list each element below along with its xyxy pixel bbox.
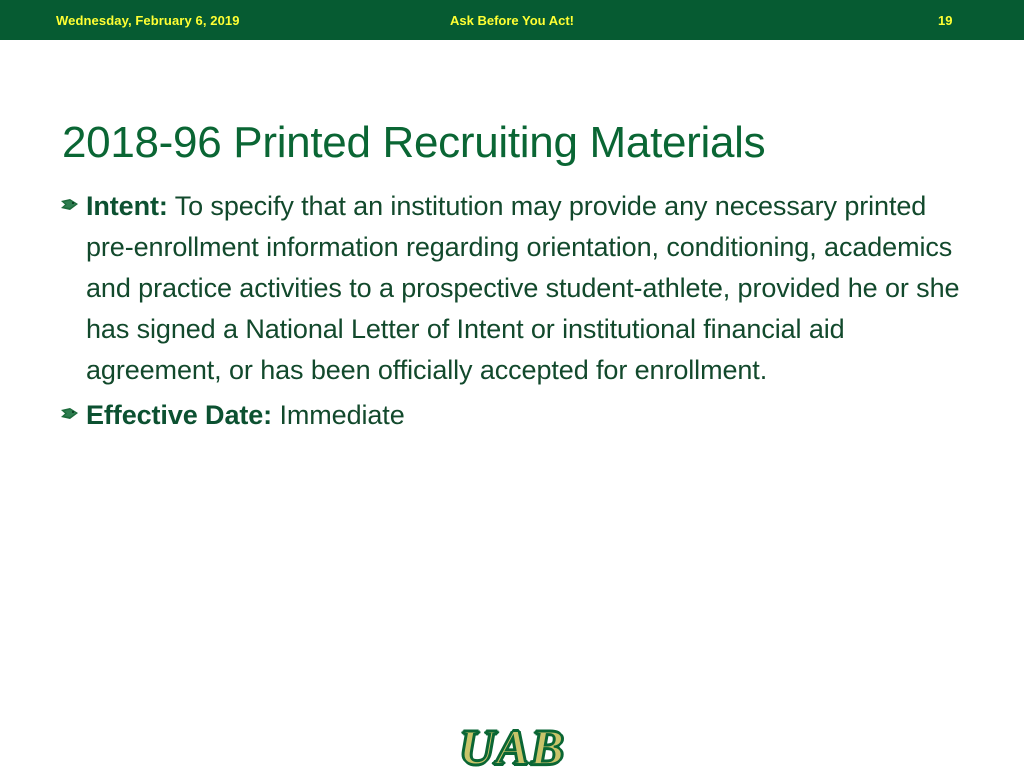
green-arrow-bullet-icon bbox=[60, 198, 79, 211]
slide-header-bar bbox=[0, 0, 1024, 40]
green-arrow-bullet-icon bbox=[60, 407, 79, 420]
list-item-text bbox=[86, 395, 960, 436]
header-date: Wednesday, February 6, 2019 bbox=[56, 13, 240, 28]
page-title: 2018-96 Printed Recruiting Materials bbox=[62, 118, 766, 168]
list-item bbox=[60, 395, 960, 436]
uab-logo bbox=[0, 718, 1024, 776]
list-item-lead: Intent: bbox=[86, 191, 168, 221]
list-item-text bbox=[86, 186, 960, 391]
header-page-number: 19 bbox=[938, 13, 953, 28]
list-item-body: To specify that an institution may provide any necessary printed pre-enrollment information regarding orientation, conditioning, academics and practice activities to a prospective student-athlete, provided he or she has signed a National Letter of Intent or institutional financial aid agreement, or has been officially accepted for enrollment. bbox=[86, 191, 960, 385]
slide-body bbox=[60, 186, 960, 440]
list-item bbox=[60, 186, 960, 391]
header-title: Ask Before You Act! bbox=[449, 13, 574, 28]
uab-logo-text: UAB bbox=[459, 719, 565, 775]
list-item-lead: Effective Date: bbox=[86, 400, 273, 430]
list-item-body: Immediate bbox=[272, 400, 405, 430]
